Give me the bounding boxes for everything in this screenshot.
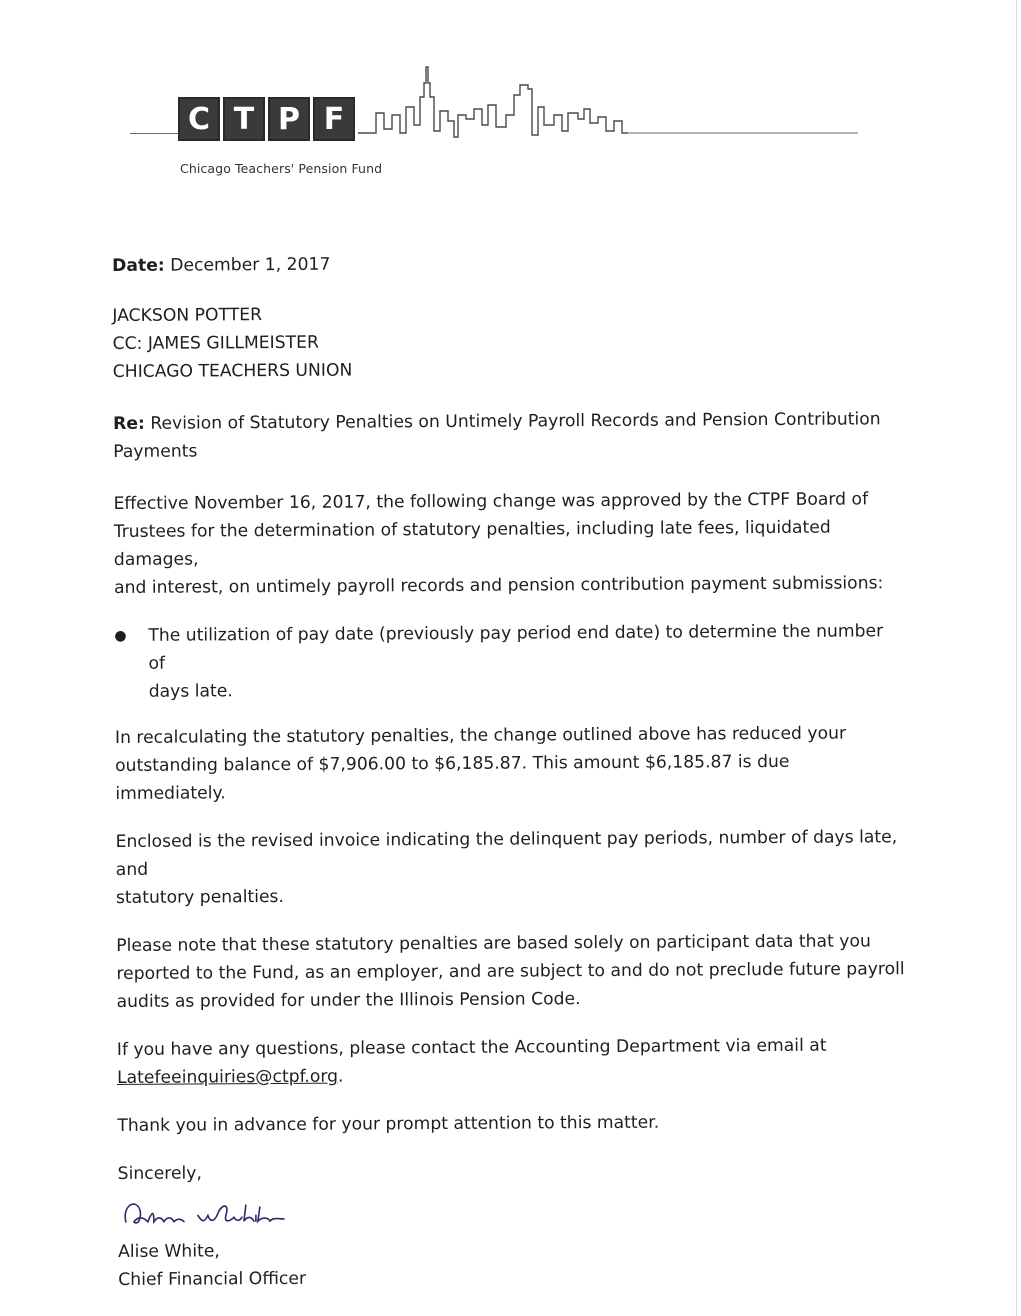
logo-letter-t: T bbox=[223, 97, 265, 141]
ctpf-logo bbox=[178, 97, 355, 141]
paragraph-contact bbox=[117, 1031, 907, 1092]
letterhead bbox=[120, 55, 860, 185]
date-value: December 1, 2017 bbox=[170, 254, 331, 276]
paragraph-thanks bbox=[117, 1107, 907, 1140]
logo-letter-p: P bbox=[268, 97, 310, 141]
bullet-item bbox=[114, 617, 904, 706]
paragraph-line: Enclosed is the revised invoice indicating the delinquent pay periods, number of days late, and bbox=[115, 827, 898, 880]
paragraph-line: Trustees for the determination of statutory penalties, including late fees, liquidated damages, bbox=[113, 517, 831, 570]
skyline-graphic bbox=[358, 55, 858, 155]
paragraph-effective-change bbox=[113, 485, 904, 602]
paragraph-line: audits as provided for under the Illinois Pension Code. bbox=[116, 989, 581, 1012]
subject-line-continued: Payments bbox=[113, 441, 198, 462]
bullet-text bbox=[148, 617, 904, 706]
paragraph-note bbox=[116, 927, 906, 1016]
paragraph-line: statutory penalties. bbox=[115, 886, 285, 908]
paragraph-enclosed-invoice bbox=[116, 823, 906, 912]
logo-letter-f: F bbox=[313, 97, 355, 141]
letterhead-tagline: Chicago Teachers' Pension Fund bbox=[180, 161, 383, 176]
paragraph-balance bbox=[115, 719, 905, 808]
signer-name: Alise White, bbox=[118, 1241, 220, 1262]
paragraph-line: Effective November 16, 2017, the following change was approved by the CTPF Board of bbox=[113, 489, 869, 514]
letter-body bbox=[112, 247, 908, 1294]
email-line bbox=[117, 1059, 907, 1092]
subject-line bbox=[113, 405, 903, 438]
paragraph-line: Please note that these statutory penalties are based solely on participant data that you bbox=[116, 931, 871, 956]
paragraph-line: Thank you in advance for your prompt attention to this matter. bbox=[117, 1112, 660, 1136]
logo-letter-c: C bbox=[178, 97, 220, 141]
date-line bbox=[112, 247, 902, 280]
date-label: Date: bbox=[112, 255, 165, 276]
recipient-line: CHICAGO TEACHERS UNION bbox=[112, 360, 353, 382]
subject-text: Revision of Statutory Penalties on Untimely Payroll Records and Pension Contribution bbox=[150, 409, 881, 434]
signer-title: Chief Financial Officer bbox=[118, 1268, 307, 1290]
paragraph-line: If you have any questions, please contact the Accounting Department via email at bbox=[116, 1035, 827, 1060]
subject-block bbox=[113, 405, 903, 466]
paragraph-line: In recalculating the statutory penalties, the change outlined above has reduced your bbox=[114, 723, 847, 748]
bullet-line: The utilization of pay date (previously pay period end date) to determine the number of bbox=[148, 621, 884, 674]
bullet-dot-icon: ● bbox=[114, 627, 127, 644]
paragraph-line: outstanding balance of $7,906.00 to $6,185.87. This amount $6,185.87 is due immediately. bbox=[115, 751, 790, 804]
handwritten-signature bbox=[118, 1191, 318, 1236]
subject-label: Re: bbox=[112, 413, 145, 434]
letterhead-rule-left bbox=[130, 133, 180, 134]
signature-block bbox=[118, 1155, 909, 1294]
paragraph-line: and interest, on untimely payroll records and pension contribution payment submissions: bbox=[113, 573, 884, 598]
page-edge-shadow bbox=[1016, 0, 1017, 1316]
email-line-end: . bbox=[337, 1066, 344, 1087]
paragraph-line: reported to the Fund, as an employer, and are subject to and do not preclude future payroll bbox=[116, 959, 905, 984]
bullet-line: days late. bbox=[148, 681, 233, 702]
recipient-line: JACKSON POTTER bbox=[112, 305, 263, 326]
recipient-block bbox=[112, 297, 902, 386]
recipient-line: CC: JAMES GILLMEISTER bbox=[112, 332, 319, 354]
email-link[interactable]: Latefeeinquiries@ctpf.org bbox=[116, 1066, 339, 1088]
closing: Sincerely, bbox=[117, 1163, 202, 1184]
